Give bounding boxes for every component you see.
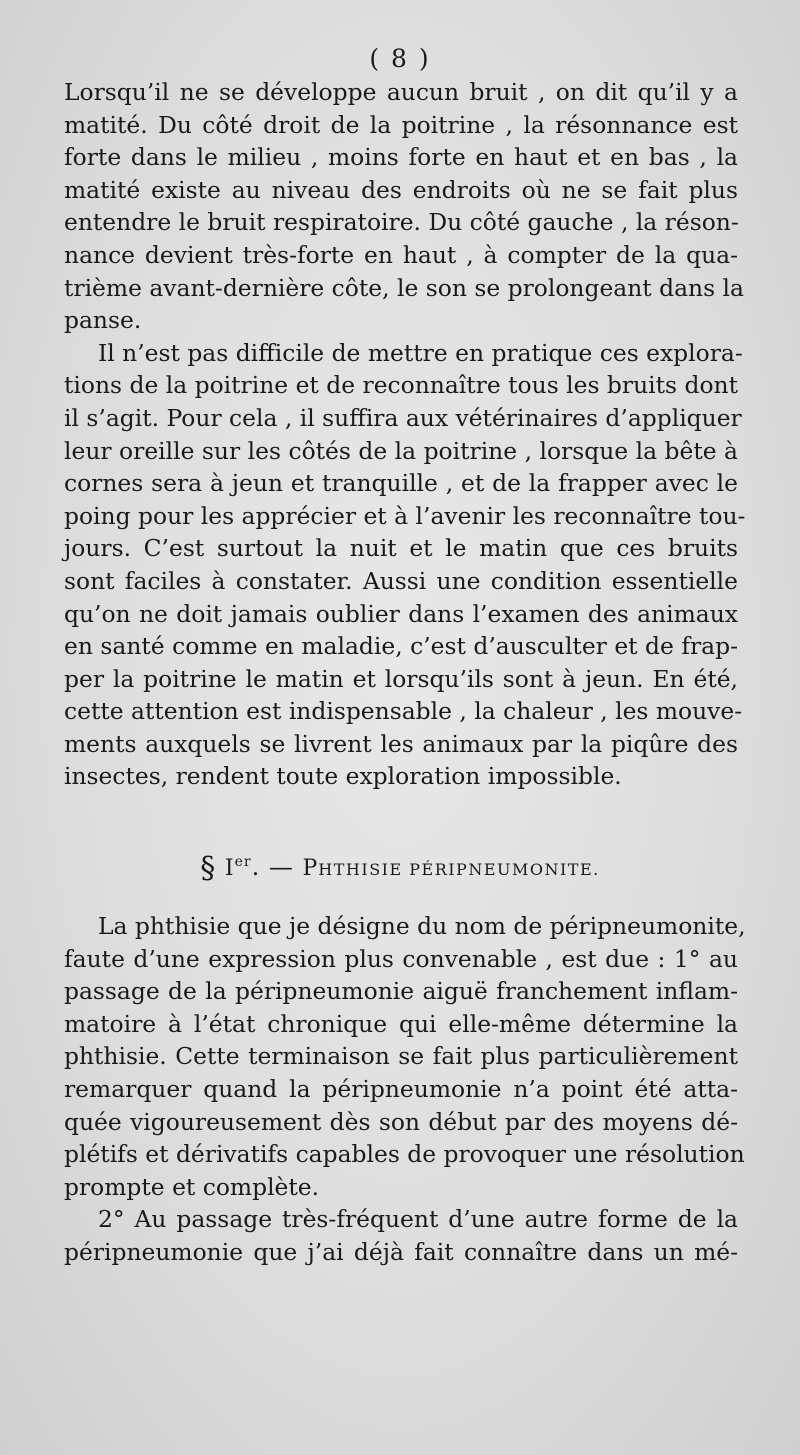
text-line: jours. C’est surtout la nuit et le matin que ces bruits	[64, 534, 738, 563]
paragraph-phthisie-definition	[64, 910, 746, 1203]
text-line: qu’on ne doit jamais oublier dans l’examen des animaux	[64, 599, 738, 628]
text-line: matité existe au niveau des endroits où ne se fait plus	[64, 175, 738, 204]
text-line: quée vigoureusement dès son début par des moyens dé-	[64, 1107, 738, 1136]
paragraph-exploration-practice	[64, 337, 746, 793]
text-line: leur oreille sur les côtés de la poitrine , lorsque la bête à	[64, 436, 738, 465]
text-line: nance devient très-forte en haut , à compter de la qua-	[64, 240, 738, 269]
paragraph-auscultation-results	[64, 76, 744, 337]
bottom-text-block	[64, 910, 746, 1269]
text-line: forte dans le milieu , moins forte en haut et en bas , la	[64, 143, 738, 172]
text-line: phthisie. Cette terminaison se fait plus particulièrement	[64, 1042, 738, 1071]
text-line: 2° Au passage très-fréquent d’une autre forme de la	[98, 1205, 738, 1234]
text-line: sont faciles à constater. Aussi une condition essentielle	[64, 566, 738, 595]
text-line: péripneumonie que j’ai déjà fait connaître dans un mé-	[64, 1237, 738, 1266]
text-line: panse.	[64, 306, 142, 335]
text-line: faute d’une expression plus convenable , est due : 1° au	[64, 944, 738, 973]
page-number: ( 8 )	[369, 44, 431, 73]
section-dash: . —	[251, 853, 294, 881]
text-line: Lorsqu’il ne se développe aucun bruit , on dit qu’il y a	[64, 78, 738, 106]
section-title: HTHISIE PÉRIPNEUMONITE.	[318, 860, 600, 879]
text-line: poing pour les apprécier et à l’avenir les reconnaître tou-	[64, 501, 746, 530]
text-line: il s’agit. Pour cela , il suffira aux vétérinaires d’appliquer	[64, 403, 742, 432]
text-line: Il n’est pas difficile de mettre en pratique ces explora-	[98, 338, 743, 367]
text-line: passage de la péripneumonie aiguë franchement inflam-	[64, 977, 738, 1006]
section-title-initial: P	[302, 856, 319, 881]
text-line: prompte et complète.	[64, 1172, 320, 1201]
text-line: ments auxquels se livrent les animaux par la piqûre des	[64, 729, 738, 758]
top-text-block	[64, 76, 746, 793]
text-line: tions de la poitrine et de reconnaître tous les bruits dont	[64, 371, 738, 400]
text-line: La phthisie que je désigne du nom de péripneumonite,	[98, 912, 746, 940]
text-line: cette attention est indispensable , la chaleur , les mouve-	[64, 697, 743, 726]
text-line: matoire à l’état chronique qui elle-même détermine la	[64, 1009, 738, 1038]
text-line: entendre le bruit respiratoire. Du côté gauche , la réson-	[64, 208, 739, 237]
text-line: remarquer quand la péripneumonie n’a point été atta-	[64, 1074, 738, 1103]
section-heading	[0, 851, 800, 886]
paragraph-second-cause	[64, 1203, 738, 1268]
section-number-superscript: er	[234, 854, 252, 870]
text-line: matité. Du côté droit de la poitrine , la résonnance est	[64, 110, 738, 139]
section-symbol: §	[200, 851, 217, 886]
text-line: trième avant-dernière côte, le son se prolongeant dans la	[64, 273, 744, 302]
section-number: I	[224, 856, 235, 881]
text-line: cornes sera à jeun et tranquille , et de la frapper avec le	[64, 469, 738, 498]
text-line: per la poitrine le matin et lorsqu’ils sont à jeun. En été,	[64, 664, 738, 693]
text-line: plétifs et dérivatifs capables de provoquer une résolution	[64, 1140, 745, 1169]
text-line: en santé comme en maladie, c’est d’ausculter et de frap-	[64, 632, 738, 661]
text-line: insectes, rendent toute exploration impossible.	[64, 762, 622, 791]
